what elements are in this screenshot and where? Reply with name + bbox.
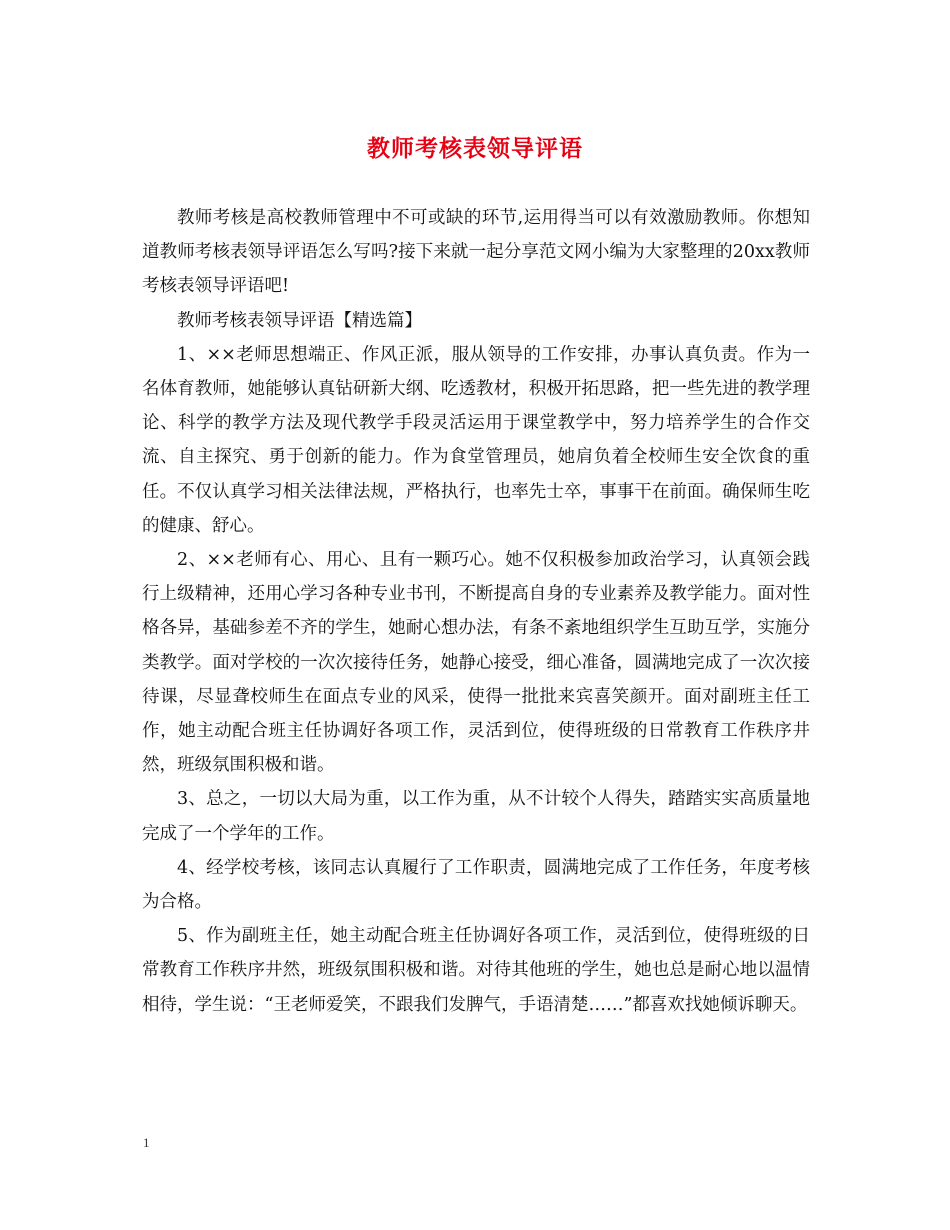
comment-paragraph-2: 2、××老师有心、用心、且有一颗巧心。她不仅积极参加政治学习，认真领会践行上级精神，还用心学习各种专业书刊，不断提高自身的专业素养及教学能力。面对性格各异，基础参差不齐的学生，她耐心想办法，有条不紊地组织学生互助互学，实施分类教学。面对学校的一次次接待任务，她静心接受，细心准备，圆满地完成了一次次接待课，尽显聋校师生在面点专业的风采，使得一批批来宾喜笑颜开。面对副班主任工作，她主动配合班主任协调好各项工作，灵活到位，使得班级的日常教育工作秩序井然，班级氛围积极和谐。 <box>142 550 810 776</box>
section-heading: 教师考核表领导评语【精选篇】 <box>177 310 422 331</box>
comment-paragraph-4: 4、经学校考核，该同志认真履行了工作职责，圆满地完成了工作任务，年度考核为合格。 <box>142 857 810 913</box>
page-number: 1 <box>143 1135 150 1150</box>
comment-paragraph-3: 3、总之，一切以大局为重，以工作为重，从不计较个人得失，踏踏实实高质量地完成了一个学年的工作。 <box>142 789 810 844</box>
comment-paragraph-5: 5、作为副班主任，她主动配合班主任协调好各项工作，灵活到位，使得班级的日常教育工作秩序井然，班级氛围积极和谐。对待其他班的学生，她也总是耐心地以温情相待，学生说：“王老师爱笑，不跟我们发脾气，手语清楚……”都喜欢找她倾诉聊天。 <box>142 926 810 1015</box>
document-body <box>142 201 810 1022</box>
comment-paragraph-1: 1、××老师思想端正、作风正派，服从领导的工作安排，办事认真负责。作为一名体育教师，她能够认真钻研新大纲、吃透教材，积极开拓思路，把一些先进的教学理论、科学的教学方法及现代教学手段灵活运用于课堂教学中，努力培养学生的合作交流、自主探究、勇于创新的能力。作为食堂管理员，她肩负着全校师生安全饮食的重任。不仅认真学习相关法律法规，严格执行，也率先士卒，事事干在前面。确保师生吃的健康、舒心。 <box>142 344 810 536</box>
intro-paragraph: 教师考核是高校教师管理中不可或缺的环节,运用得当可以有效激励教师。你想知道教师考核表领导评语怎么写吗?接下来就一起分享范文网小编为大家整理的20xx教师考核表领导评语吧! <box>142 208 810 297</box>
document-title: 教师考核表领导评语 <box>367 135 583 162</box>
